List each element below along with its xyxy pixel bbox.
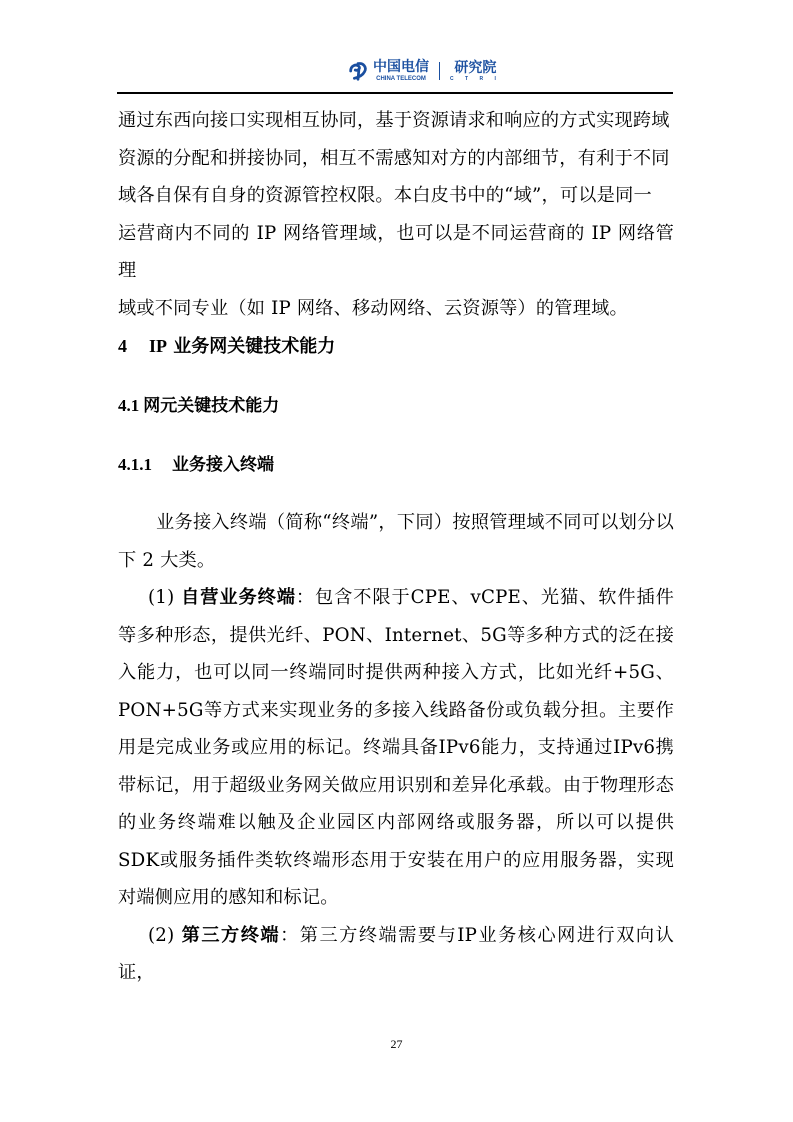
subsection-number: 4.1	[118, 396, 140, 415]
brand-name-cn: 中国电信	[373, 59, 429, 75]
paragraph-line: 资源的分配和拼接协同，相互不需感知对方的内部细节，有利于不同	[118, 147, 670, 169]
section-number: 4	[118, 336, 127, 356]
china-telecom-emblem-icon	[347, 60, 369, 82]
subsubsection-heading	[118, 450, 274, 475]
page-header	[0, 55, 793, 87]
section-title-ip: IP	[149, 336, 167, 356]
item-1-paragraph	[118, 579, 674, 917]
item-2-colon: ：	[280, 924, 300, 946]
header-rule	[117, 92, 673, 94]
paragraph-line: 域各自保有自身的资源管控权限。本白皮书中的“域”，可以是同一	[118, 185, 652, 206]
subsubsection-number: 4.1.1	[118, 455, 152, 474]
item-2-term: 第三方终端	[181, 924, 281, 946]
item-2-paragraph	[118, 917, 674, 992]
subsubsection-title: 业务接入终端	[172, 455, 274, 475]
item-1-prefix: (1)	[148, 587, 182, 608]
item-2-text: 第三方终端需要与IP业务核心网进行双向认证，	[118, 924, 674, 983]
subsection-heading	[118, 391, 279, 416]
body-intro-paragraph: 业务接入终端（简称“终端”，下同）按照管理域不同可以划分以下 2 大类。	[118, 512, 674, 571]
paragraph-line: 运营商内不同的 IP 网络管理域，也可以是不同运营商的 IP 网络管理	[118, 222, 674, 281]
item-1-term: 自营业务终端	[181, 587, 296, 608]
intro-paragraph	[118, 102, 674, 327]
subsection-title: 网元关键技术能力	[143, 396, 280, 416]
institute-name-cn: 研究院	[454, 59, 497, 76]
section-heading	[118, 332, 335, 358]
logo-divider	[439, 62, 440, 80]
china-telecom-logo	[347, 57, 501, 85]
paragraph-line: 域或不同专业（如 IP 网络、移动网络、云资源等）的管理域。	[118, 297, 628, 319]
page-number: 27	[390, 1037, 403, 1051]
institute-name-en: C T R I	[450, 75, 501, 82]
item-1-text: 包含不限于CPE、vCPE、光猫、软件插件等多种形态，提供光纤、PON、Internet、5G等多种方式的泛在接入能力，也可以同一终端同时提供两种接入方式，比如光纤+5G、PON+5G等方式来实现业务的多接入线路备份或负载分担。主要作用是完成业务或应用的标记。终端具备IPv6能力，支持通过IPv6携带标记，用于超级业务网关做应用识别和差异化承载。由于物理形态的业务终端难以触及企业园区内部网络或服务器，所以可以提供SDK或服务插件类软终端形态用于安装在用户的应用服务器，实现对端侧应用的感知和标记。	[118, 587, 674, 908]
item-2-prefix: (2)	[148, 924, 182, 946]
paragraph-line: 通过东西向接口实现相互协同，基于资源请求和响应的方式实现跨域	[118, 110, 670, 131]
body-text	[118, 504, 674, 992]
section-title: 业务网关键技术能力	[173, 336, 336, 357]
item-1-colon: ：	[295, 587, 315, 608]
brand-name-en: CHINA TELECOM	[376, 76, 426, 82]
